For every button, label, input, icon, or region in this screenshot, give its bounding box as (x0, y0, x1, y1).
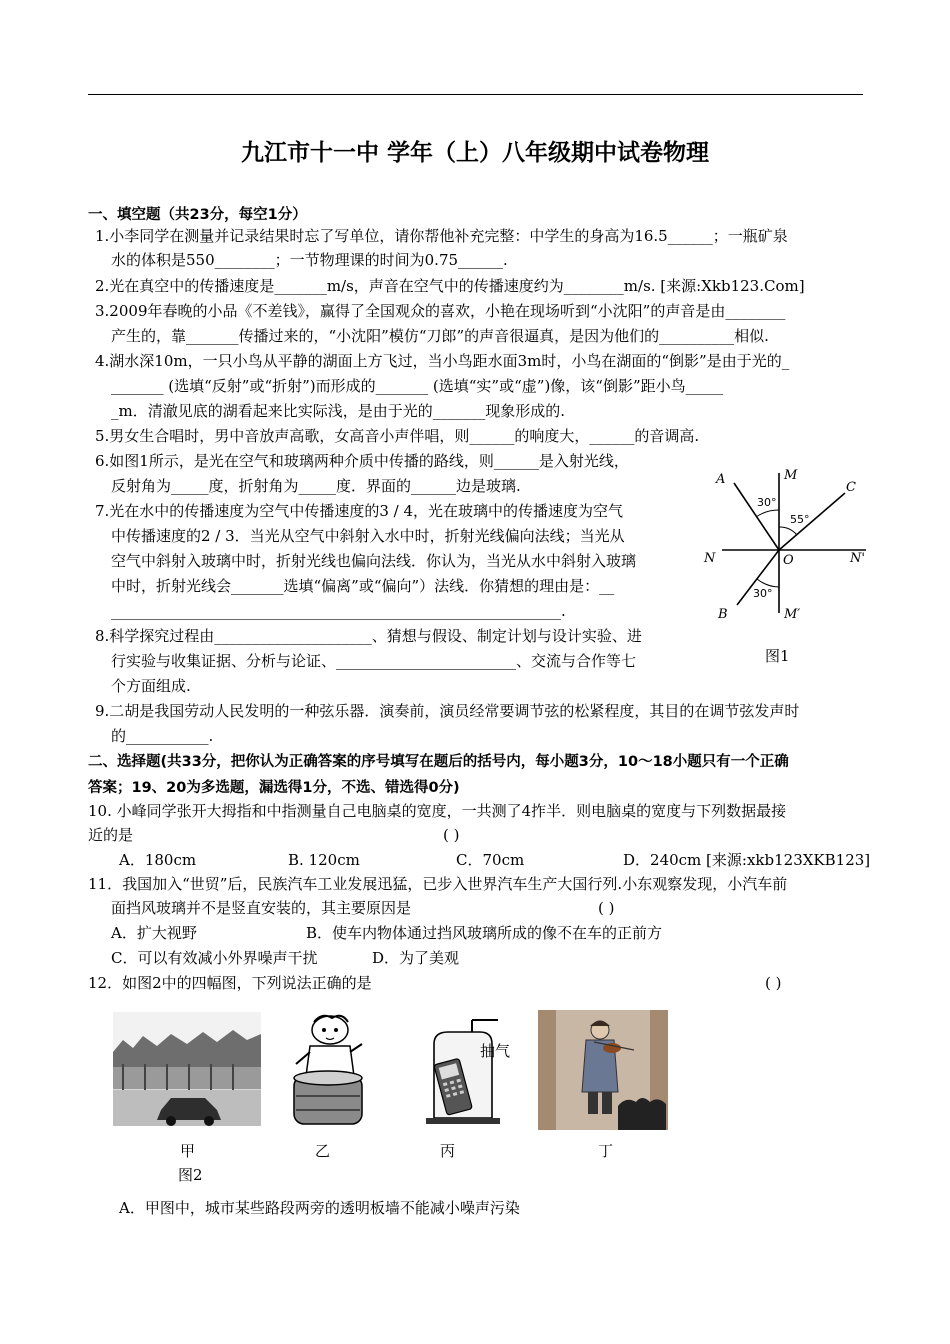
label-m: M (784, 468, 798, 483)
q11-line1: 11．我国加入“世贸”后，民族汽车工业发展迅猛，已步入世界汽车生产大国行列.小东观察发现，小汽车前 (88, 875, 788, 893)
figure1-refraction-diagram (700, 465, 875, 630)
q10-option-a: A．180cm (119, 851, 197, 869)
q4-line2: _______ (选填“反射”或“折射”)而形成的_______ (选填“实”或“虚”)像，该“倒影”距小鸟_____ (111, 377, 724, 395)
q7-line5: ____________________________________________________________. (111, 602, 566, 620)
figure2-yi-drummer-cartoon (288, 1012, 368, 1130)
q1-line2: 水的体积是550________；一节物理课的时间为0.75______. (111, 251, 508, 269)
q11-option-a: A．扩大视野 (111, 924, 197, 942)
q4-line3: _m．清澈见底的湖看起来比实际浅，是由于光的_______现象形成的. (111, 402, 565, 420)
q5-line1: 5.男女生合唱时，男中音放声高歌，女高音小声伴唱，则______的响度大，______的音调高. (95, 427, 700, 445)
figure2-ding-violinist-photo (538, 1010, 668, 1130)
q6-line1: 6.如图1所示，是光在空气和玻璃两种介质中传播的路线，则______是入射光线， (95, 452, 629, 470)
q12-option-a: A．甲图中，城市某些路段两旁的透明板墙不能减小噪声污染 (119, 1199, 520, 1217)
label-n-prime: N' (850, 551, 865, 566)
q12-answer-paren: ( ) (765, 974, 782, 992)
q12-line1: 12．如图2中的四幅图，下列说法正确的是 (88, 974, 372, 992)
figure2-label-jia: 甲 (180, 1142, 196, 1160)
figure2-bing-bell-jar-phone (420, 1014, 505, 1126)
angle-arc-bottom (757, 579, 779, 587)
q7-line3: 空气中斜射入玻璃中时，折射光线也偏向法线．你认为，当光从水中斜射入玻璃 (111, 552, 637, 570)
q4-line1: 4.湖水深10m，一只小鸟从平静的湖面上方飞过，当小鸟距水面3m时，小鸟在湖面的“倒影”是由于光的_ (95, 352, 790, 370)
angle-bottom-label: 30° (753, 587, 773, 600)
angle-arc-right (779, 527, 797, 535)
label-m-prime: M′ (784, 607, 801, 622)
angle-arc-top (756, 510, 779, 517)
q7-line4: 中时，折射光线会_______选填“偏离”或“偏向”）法线．你猜想的理由是：__ (111, 577, 615, 595)
q3-line1: 3.2009年春晚的小品《不差钱》，赢得了全国观众的喜欢，小艳在现场听到“小沈阳”的声音是由________ (95, 302, 786, 320)
q9-line1: 9.二胡是我国劳动人民发明的一种弦乐器．演奏前，演员经常要调节弦的松紧程度，其目的在调节弦发声时 (95, 702, 800, 720)
section1-heading: 一、填空题（共23分，每空1分） (88, 207, 307, 223)
figure2-label-bing: 丙 (440, 1142, 456, 1160)
q10-answer-paren: ( ) (443, 826, 460, 844)
section2-heading-line1: 二、选择题(共33分，把你认为正确答案的序号填写在题后的括号内，每小题3分，10～18小题只有一个正确 (88, 754, 789, 770)
section2-heading-line2: 答案；19、20为多选题，漏选得1分，不选、错选得0分) (88, 780, 460, 796)
figure2-jia-city-wall-photo (113, 1012, 261, 1126)
label-b: B (718, 607, 728, 622)
label-a: A (716, 472, 726, 487)
figure2-label-ding: 丁 (598, 1142, 614, 1160)
figure2-label-yi: 乙 (315, 1142, 331, 1160)
q11-option-c: C．可以有效减小外界噪声干扰 (111, 949, 318, 967)
q8-line3: 个方面组成. (111, 677, 191, 695)
q11-line2: 面挡风玻璃并不是竖直安装的，其主要原因是 (111, 899, 412, 917)
q10-line1: 10. 小峰同学张开大拇指和中指测量自己电脑桌的宽度，一共测了4拃半．则电脑桌的宽度与下列数据最接 (88, 802, 787, 820)
page-title: 九江市十一中 学年（上）八年级期中试卷物理 (240, 140, 709, 166)
q10-option-c: C．70cm (456, 851, 525, 869)
label-c: C (846, 480, 856, 495)
label-n: N (704, 551, 716, 566)
q6-line2: 反射角为_____度，折射角为_____度．界面的______边是玻璃. (111, 477, 521, 495)
pump-label: 抽气 (480, 1042, 511, 1060)
q8-line2: 行实验与收集证据、分析与论证、________________________、交流与合作等七 (111, 652, 637, 670)
q3-line2: 产生的，靠_______传播过来的，“小沈阳”模仿“刀郎”的声音很逼真，是因为他们的__________相似. (111, 327, 769, 345)
q7-line1: 7.光在水中的传播速度为空气中传播速度的3 / 4，光在玻璃中的传播速度为空气 (95, 502, 623, 520)
label-o: O (783, 553, 794, 568)
q7-line2: 中传播速度的2 / 3．当光从空气中斜射入水中时，折射光线偏向法线；当光从 (111, 527, 625, 545)
q11-answer-paren: ( ) (598, 899, 615, 917)
q10-line2: 近的是 (88, 826, 134, 844)
q8-line1: 8.科学探究过程由_____________________、猜想与假设、制定计划与设计实验、进 (95, 627, 642, 645)
figure2-caption: 图2 (178, 1166, 203, 1184)
ray-oc (779, 493, 845, 550)
q11-option-d: D．为了美观 (372, 949, 460, 967)
q11-option-b: B．使车内物体通过挡风玻璃所成的像不在车的正前方 (306, 924, 663, 942)
angle-top-label: 30° (757, 496, 777, 509)
q2-line1: 2.光在真空中的传播速度是_______m/s，声音在空气中的传播速度约为________m/s. [来源:Xkb123.Com] (95, 277, 805, 295)
q10-option-d: D．240cm [来源:xkb123XKB123] (623, 851, 871, 869)
q1-line1: 1.小李同学在测量并记录结果时忘了写单位，请你帮他补充完整：中学生的身高为16.5______；一瓶矿泉 (95, 227, 788, 245)
top-rule (88, 94, 863, 95)
q9-line2: 的___________. (111, 727, 214, 745)
angle-right-label: 55° (790, 513, 810, 526)
figure1-caption: 图1 (765, 647, 790, 665)
q10-option-b: B. 120cm (288, 851, 360, 869)
